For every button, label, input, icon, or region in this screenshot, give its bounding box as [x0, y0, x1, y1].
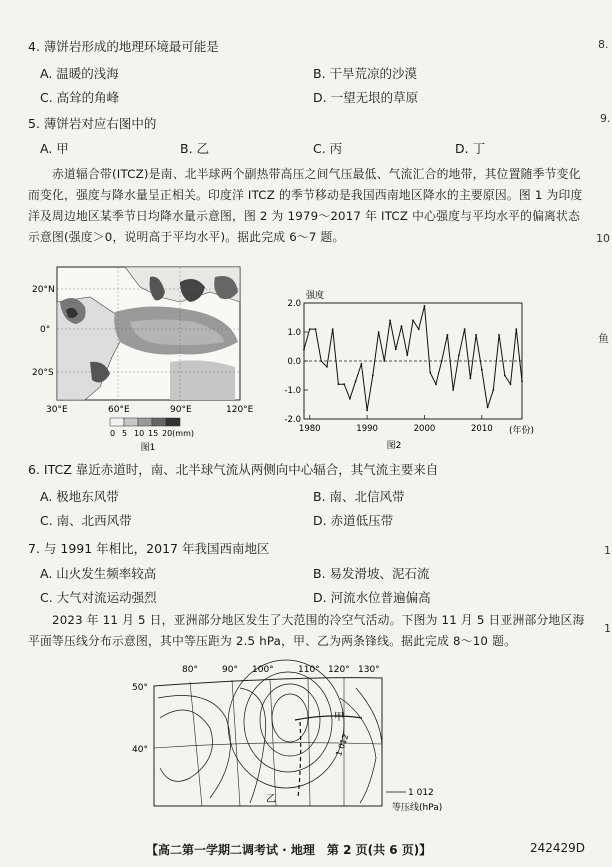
fig2-data-point [412, 320, 414, 322]
map-isobar-label: 1 012 [334, 732, 351, 758]
fig2-data-point [406, 354, 408, 356]
fig2-data-point [435, 383, 437, 385]
fig2-data-point [487, 407, 489, 409]
map-legend-text: 等压线(hPa) [392, 803, 443, 813]
fig2-ytick-label: -1.0 [284, 386, 301, 396]
fig2-data-point [360, 363, 362, 365]
figure-2-itcz-intensity-chart [272, 284, 542, 454]
question-7-stem: 7. 与 1991 年相比，2017 年我国西南地区 [28, 541, 270, 556]
edge-number-8: 8. [598, 38, 609, 51]
map-lon-90: 90° [222, 665, 238, 675]
fig2-data-point [303, 349, 305, 351]
edge-number-9: 9. [600, 112, 611, 125]
fig2-data-point [326, 366, 328, 368]
fig1-lat-20n: 20°N [32, 285, 55, 295]
fig2-ytick-label: -2.0 [284, 415, 301, 425]
fig1-lat-20s: 20°S [32, 368, 54, 378]
edge-number-1b: 1 [604, 622, 611, 635]
fig2-data-point [349, 398, 351, 400]
passage-cold-air-text: 2023 年 11 月 5 日，亚洲部分地区发生了大范围的冷空气活动。下图为 11 月 5 日亚洲部分地区海平面等压线分布示意图，其中等压距为 2.5 hPa，甲、乙为两条锋线。据此完成 8～10 题。 [28, 613, 585, 648]
map-lon-130: 130° [358, 665, 380, 675]
fig1-legend-tick-10: 10 [134, 429, 145, 438]
fig2-data-point [469, 378, 471, 380]
edge-number-1a: 1 [604, 544, 611, 557]
q7-option-b: B. 易发滑坡、泥石流 [313, 566, 430, 581]
fig2-data-point [355, 380, 357, 382]
fig2-data-point [320, 360, 322, 362]
question-6-stem: 6. ITCZ 靠近赤道时，南、北半球气流从两侧向中心辐合，其气流主要来自 [28, 462, 439, 477]
map-front-jia: 甲 [334, 712, 344, 723]
fig2-data-point [315, 328, 317, 330]
fig2-ytick-label: 2.0 [287, 299, 301, 309]
fig2-data-point [401, 325, 403, 327]
fig2-xtick-label: 2000 [413, 424, 436, 434]
fig2-data-point [492, 389, 494, 391]
fig1-lon-30e: 30°E [46, 405, 68, 415]
edge-number-10: 10 [596, 232, 610, 245]
fig2-data-point [475, 334, 477, 336]
fig1-legend-tick-5: 5 [122, 429, 128, 438]
fig2-data-point [372, 375, 374, 377]
fig2-data-point [521, 380, 523, 382]
q5-option-a: A. 甲 [40, 141, 69, 156]
fig1-legend [110, 418, 194, 438]
fig2-data-point [429, 372, 431, 374]
edge-char-fish: 鱼 [598, 332, 609, 345]
map-lon-110: 110° [298, 665, 320, 675]
fig2-data-point [383, 360, 385, 362]
fig2-data-point [366, 409, 368, 411]
fig2-data-point [464, 328, 466, 330]
fig2-data-point [338, 383, 340, 385]
q4-option-c: C. 高耸的角峰 [40, 90, 120, 105]
fig2-data-point [441, 360, 443, 362]
footer-title: 【高二第一学期二调考试 · 地理 第 2 页(共 6 页)】 [146, 843, 432, 857]
fig1-lat-0: 0° [40, 325, 51, 335]
fig1-legend-tick-15: 15 [148, 429, 159, 438]
fig2-data-point [378, 331, 380, 333]
fig2-data-point [504, 375, 506, 377]
map-lat-50: 50° [132, 683, 148, 693]
fig2-data-point [515, 328, 517, 330]
fig2-data-point [424, 305, 426, 307]
fig2-data-point [498, 334, 500, 336]
fig2-x-unit: (年份) [508, 426, 534, 436]
fig1-lon-90e: 90°E [170, 405, 192, 415]
fig2-data-point [395, 349, 397, 351]
q7-option-d: D. 河流水位普遍偏高 [313, 590, 431, 605]
q5-option-b: B. 乙 [180, 141, 210, 156]
passage-itcz [28, 164, 592, 248]
map-lon-100: 100° [252, 665, 274, 675]
q7-option-c: C. 大气对流运动强烈 [40, 590, 157, 605]
fig2-data-point [418, 328, 420, 330]
q4-option-d: D. 一望无垠的草原 [313, 90, 419, 105]
fig2-ytick-label: 0.0 [287, 357, 301, 367]
footer-code: 242429D [530, 841, 586, 855]
fig2-xtick-label: 1990 [356, 424, 378, 434]
fig2-ytick-label: 1.0 [287, 328, 301, 338]
q6-option-d: D. 赤道低压带 [313, 513, 394, 528]
question-4-stem: 4. 薄饼岩形成的地理环境最可能是 [28, 39, 219, 54]
fig2-xtick-label: 1980 [298, 424, 321, 434]
q7-option-a: A. 山火发生频率较高 [40, 566, 157, 581]
q5-option-c: C. 丙 [313, 141, 343, 156]
fig2-xtick-label: 2010 [471, 424, 493, 434]
fig2-data-point [332, 328, 334, 330]
fig1-caption: 图1 [140, 443, 156, 453]
fig2-data-point [309, 328, 311, 330]
fig2-y-title: 强度 [306, 291, 325, 301]
q5-option-d: D. 丁 [455, 141, 486, 156]
fig1-lon-60e: 60°E [108, 405, 130, 415]
passage-cold-air [28, 610, 592, 652]
map-lat-40: 40° [132, 745, 148, 755]
fig1-legend-tick-20: 20(mm) [162, 429, 195, 438]
map-lon-80: 80° [182, 665, 198, 675]
fig2-data-point [481, 369, 483, 371]
fig1-legend-tick-0: 0 [110, 429, 116, 438]
isobar-map [130, 658, 470, 830]
fig2-data-point [510, 383, 512, 385]
q6-option-b: B. 南、北信风带 [313, 489, 405, 504]
fig2-data-point [343, 383, 345, 385]
fig2-data-point [458, 354, 460, 356]
fig2-data-point [389, 320, 391, 322]
figure-1-precipitation-map [30, 262, 270, 454]
fig2-data-point [447, 334, 449, 336]
map-legend-value: 1 012 [408, 788, 434, 798]
q4-option-b: B. 干旱荒凉的沙漠 [313, 66, 418, 81]
q6-option-c: C. 南、北西风带 [40, 513, 132, 528]
q6-option-a: A. 极地东风带 [40, 489, 119, 504]
map-front-yi: 乙 [266, 794, 276, 805]
fig2-data-point [452, 389, 454, 391]
fig1-lon-120e: 120°E [226, 405, 254, 415]
fig2-caption: 图2 [386, 441, 402, 451]
map-lon-120: 120° [328, 665, 350, 675]
question-5-stem: 5. 薄饼岩对应右图中的 [28, 116, 157, 131]
fig2-series-line [304, 306, 522, 410]
q4-option-a: A. 温暖的浅海 [40, 66, 119, 81]
passage-itcz-text: 赤道辐合带(ITCZ)是南、北半球两个副热带高压之间气压最低、气流汇合的地带，其位置随季节变化而变化，强度与降水量呈正相关。印度洋 ITCZ 的季节移动是我国西南地区降水的主要原因。图 1 为印度洋及周边地区某季节日均降水量示意图，图 2 为 1979～2017 年 ITCZ 中心强度与平均水平的偏离状态示意图(强度＞0，说明高于平均水平)。据此完成 6～7 题。 [28, 167, 583, 244]
